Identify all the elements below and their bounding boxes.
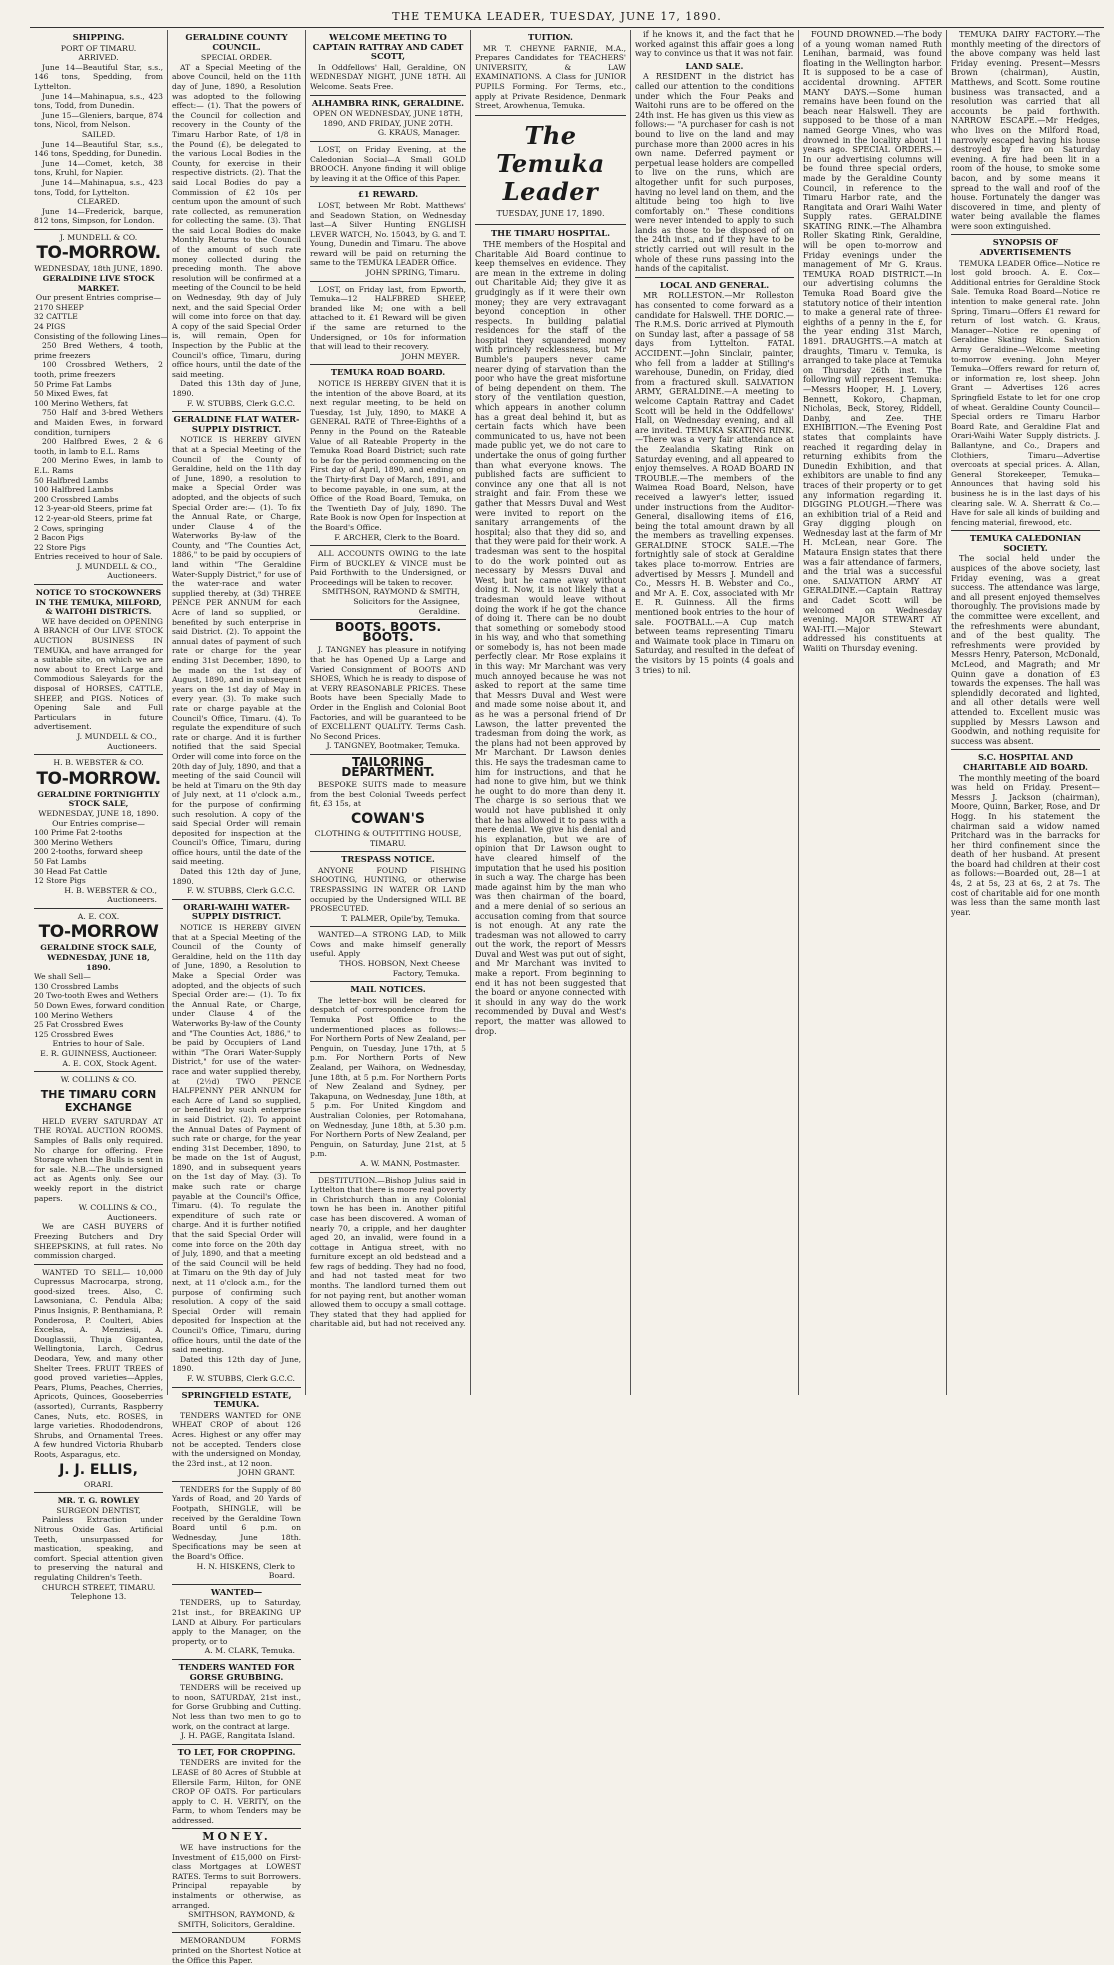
divider	[951, 749, 1100, 750]
ad-title: TRESPASS NOTICE.	[341, 854, 435, 865]
notice-date: Dated this 13th day of June, 1890.	[172, 379, 301, 398]
column-3	[305, 30, 470, 1395]
notice-body: TENDERS WANTED for ONE WHEAT CROP of about 126 Acres. Highest or any offer may not be accepted. Tenders close with the undersigned on Monday, the 23rd inst., at 12 noon.	[172, 1410, 301, 1468]
stock-item: 22 Store Pigs	[34, 542, 86, 552]
divider	[310, 545, 466, 546]
divider	[172, 1387, 301, 1388]
column-1	[30, 30, 169, 1602]
ad-body: MR T. CHEYNE FARNIE, M.A., Prepares Candidates for TEACHERS' UNIVERSITY, & LAW EXAMINATIONS. A Class for JUNIOR PUPILS Forming. For Terms, etc., apply at Private Residence, Denmark Street, Arowhenua, Temuka.	[475, 43, 626, 111]
notice-title: SPRINGFIELD ESTATE, TEMUKA.	[181, 1389, 292, 1410]
sailed-line: June 14—Mahinapua, s.s., 423 tons, Todd, for Lyttelton.	[34, 177, 163, 197]
notice-body: MEMORANDUM FORMS printed on the Shortest Notice at the Office this Paper.	[172, 1936, 301, 1965]
notice-date: Dated this 12th day of June, 1890.	[172, 1354, 301, 1374]
ad-signature: THOS. HOBSON, Next Cheese Factory, Temuka.	[339, 959, 460, 978]
notice-title: MONEY.	[202, 1830, 271, 1844]
ad-body: In Oddfellows' Hall, Geraldine, ON WEDNESDAY NIGHT, JUNE 18TH. All Welcome. Seats Free.	[310, 62, 466, 91]
notice-signature: H. N. HISKENS, Clerk to Board.	[196, 1561, 295, 1581]
stock-item: 200 Merino Ewes, in lamb to E.L. Rams	[34, 456, 163, 475]
ad-headline: TO-MORROW.	[36, 768, 161, 789]
stock-item: 200 Halfbred Ewes, 2 & 6 tooth, in lamb to E.L. Rams	[34, 437, 163, 456]
stock-item: 100 Merino Wethers	[34, 1010, 113, 1020]
ad-signature: JOHN MEYER.	[401, 351, 460, 361]
stock-item: 20 Two-tooth Ewes and Wethers	[34, 991, 159, 1001]
article-title: S.C. HOSPITAL AND CHARITABLE AID BOARD.	[963, 752, 1088, 772]
article-title: THE TIMARU HOSPITAL.	[490, 228, 611, 239]
article-body: The social held under the auspices of the above society, last Friday evening, was a great success. The attendance was large, and all present enjoyed themselves thoroughly. The provisions made by the committee were excellent, and the refreshments were abundant, and of the best quality. The refreshments were provided by Messrs Henry, Paterson, McDonald, McLeod, and Magrath; and Mr Quinn gave a donation of £3 towards the expenses. The hall was splendidly decorated and lighted, and all other details were well attended to. Excellent music was supplied by Messrs Lawson and Goodwin, and nothing requisite for success was absent.	[951, 553, 1100, 746]
ad-firm: J. MUNDELL & CO.	[59, 232, 138, 242]
notice-date: Dated this 12th day of June, 1890.	[172, 867, 301, 886]
divider	[310, 1172, 466, 1173]
ad-headline: TAILORING DEPARTMENT.	[341, 754, 435, 779]
divider	[310, 186, 466, 187]
stock-item: 50 Mixed Ewes, fat	[34, 389, 108, 399]
column-7	[946, 30, 1104, 1395]
stock-item: 2 Cows, springing	[34, 523, 104, 533]
notice-body: WE have instructions for the Investment of £15,000 on First-class Mortgages at LOWEST RATES. Terms to suit Borrowers. Principal repayable by instalments or otherwise, as arranged.	[172, 1843, 301, 1910]
ad-body: Painless Extraction under Nitrous Oxide Gas. Artificial Teeth, unsurpassed for mastication, speaking, and comfort. Special attention given to preserving the natural and regulating Children's Teeth.	[34, 1515, 163, 1582]
notice-body: TENDERS are invited for the LEASE of 80 Acres of Stubble at Ellersile Farm, Hilton, for ONE CROP OF OATS. For particulars apply to C. H. VERITY, on the Farm, to whom Tenders may be addressed.	[172, 1758, 301, 1825]
notice-body: WE have decided on OPENING A BRANCH of Our LIVE STOCK AUCTION BUSINESS IN TEMUKA, and have arranged for a suitable site, on which we are now about to Erect Large and Commodious Saleyards for the disposal of HORSES, CATTLE, SHEEP, and PIGS. Notices of Opening Sale and Full Particulars in future advertisement.	[34, 616, 163, 732]
ad-close: Entries received to hour of Sale.	[34, 552, 163, 562]
article-body: if he knows it, and the fact that he worked against this affair goes a long way to convince us that it was not fair.	[635, 29, 794, 59]
article-body: MR ROLLESTON.—Mr Rolleston has consented to come forward as a candidate for Halswell. THE DORIC.—The R.M.S. Doric arrived at Plymouth on Sunday last, after a passage of 58 days from Lyttelton. FATAL ACCIDENT.—John Sinclair, painter, who fell from a ladder at Stilling's warehouse, Dunedin, on Friday, died from a fractured skull. SALVATION ARMY, GERALDINE.—A meeting to welcome Captain Rattray and Cadet Scott will be held in the Oddfellows' Hall, on Wednesday evening, and all are invited. TEMUKA SKATING RINK.—There was a very fair attendance at the Zealandia Skating Rink on Saturday evening, and all appeared to enjoy themselves. A ROAD BOARD IN TROUBLE.—The members of the Waimea Road Board, Nelson, have received a lawyer's letter, issued under instructions from the Auditor-General, disallowing items of £16, being the total amount drawn by all the members as travelling expenses. GERALDINE STOCK SALE.—The fortnightly sale of stock at Geraldine takes place to-morrow. Entries are advertised by Messrs J. Mundell and Co., Messrs H. B. Webster and Co., and Mr A. E. Cox, associated with Mr E. R. Guinness. All the firms mentioned book entries to the hour of sale. FOOTBALL.—A Cup match between teams representing Timaru and Waimate took place in Timaru on Saturday, and resulted in the defeat of the visitors by 15 points (4 goals and 3 tries) to nil.	[635, 290, 794, 675]
notice-body: NOTICE IS HEREBY GIVEN that at a Special Meeting of the Council of the County of Geraldine, held on the 11th day of June, 1890, a Resolution to Make a Special Order was adopted, and the objects of such Special Order are:— (1). To fix the Annual Rate, or Charge, under Clause 4 of the Waterworks By-law of the County and "The Counties Act, 1886," to be paid by Occupiers of Land within "The Orari Water-Supply District," for use of the water-race and water supplied thereby, at (2½d) TWO PENCE HALFPENNY PER ANNUM for each Acre of Land so supplied, or benefited by such enterprise in said District. (2). To appoint the Annual Dates of Payment of such rate or charge, for the year ending 31st December, 1890, to be made on the 1st of August, 1890, and in subsequent years on the 1st day of May. (3). To make such rate or charge payable at the Council's Office, Timaru. (4). To regulate the expenditure of such rate or charge. And it is further notified that the said Special Order will come into force on the 20th day of July, 1890, and that a meeting of the said Council will be held at Timaru on the 9th day of July next, at 11 o'clock a.m., for the purpose of confirming such resolution. A copy of the said Special Order will remain deposited for Inspection at the Council's Office, Timaru, during office hours, until the date of the said meeting.	[172, 923, 301, 1355]
ad-signature: J. MUNDELL & CO., Auctioneers.	[77, 561, 157, 581]
ad-subtitle: CLOTHING & OUTFITTING HOUSE, TIMARU.	[314, 828, 462, 848]
notice-body: TENDERS will be received up to noon, SATURDAY, 21st inst., for Gorse Grubbing and Cutting. Not less than two men to go to work, on the contract at large.	[172, 1683, 301, 1731]
notice-title: WANTED—	[210, 1586, 263, 1597]
ad-body: ALL ACCOUNTS OWING to the late Firm of BUCKLEY & VINCE must be Paid Forthwith to the Undersigned, or Proceedings will be taken to recover.	[310, 549, 466, 587]
article-body: FOUND DROWNED.—The body of a young woman named Ruth Lenihan, barmaid, was found floating in the Wellington harbor. It is supposed to be a case of accidental drowning. AFTER MANY DAYS.—Some human remains have been found on the beach near Halswell. They are supposed to be those of a man named George Vines, who was drowned in the locality about 11 years ago. SPECIAL ORDERS.—In our advertising columns will be found three special orders, made by the Geraldine County Council, in reference to the Timaru Harbor rate, and the Rangitata and Orari Waihi Water Supply rates. GERALDINE SKATING RINK.—The Alhambra Roller Skating Rink, Geraldine, will be open to-morrow and Friday evenings under the management of Mr G. Kraus. TEMUKA ROAD DISTRICT.—In our advertising columns the Temuka Road Board give the statutory notice of their intention to make a general rate of three-eighths of a penny in the £, for the year ending 31st March, 1891. DRAUGHTS.—A match at draughts, Timaru v. Temuka, is arranged to take place at Temuka on Thursday 26th inst. The following will represent Temuka:—Messrs Hooper, H. J. Lovery, Bennett, Kokoro, Chapman, Nicholas, Beck, Storey, Riddell, Danby, and Zee. THE EXHIBITION.—The Evening Post states that complaints have reached it regarding delay in returning exhibits from the Dunedin Exhibition, and that exhibitors are unable to find any traces of their property or to get any information regarding it. DIGGING PLOUGH.—There was an exhibition trial of a Reid and Gray digging plough on Wednesday last at the farm of Mr H. McLean, near Gore. The Mataura Ensign states that there was a fair attendance of farmers, and the trial was a successful one. SALVATION ARMY AT GERALDINE.—Captain Rattray and Cadet Scott will be welcomed on Wednesday evening. MAJOR STEWART AT WAI-ITI.—Major Stewart addressed his constituents at Waiiti on Thursday evening.	[803, 29, 942, 653]
arrived-line: June 15—Gleniers, barque, 874 tons, Nicol, from Nelson.	[34, 110, 163, 130]
ad-body: ANYONE FOUND FISHING SHOOTING, HUNTING, or otherwise TRESPASSING IN WATER OR LAND occupied by the Undersigned WILL BE PROSECUTED.	[310, 865, 466, 914]
ad-entries: Our Entries comprise—	[52, 818, 145, 828]
article-title: LOCAL AND GENERAL.	[659, 279, 770, 290]
notice-title: GERALDINE COUNTY COUNCIL.	[185, 32, 288, 52]
stock-item: 125 Crossbred Ewes	[34, 1029, 114, 1039]
article-body: TEMUKA DAIRY FACTORY.—The monthly meeting of the directors of the above company was held last Friday evening. Present—Messrs Brown (chairman), Austin, Matthews, and Scott. Some routine business was transacted, and a resolution was carried that all accounts be paid forthwith. NARROW ESCAPE.—Mr Hedges, who lives on the Milford Road, narrowly escaped having his house destroyed by fire on Saturday evening. A fire had been lit in a room of the house, to smoke some bacon, and by some means it spread to the wall and roof of the house. Fortunately the danger was discovered in time, and plenty of water being available the flames were soon extinguished.	[951, 29, 1100, 231]
ad-body: We are CASH BUYERS of Freezing Butchers and Dry SHEEPSKINS, at full rates. No commission charged.	[34, 1222, 163, 1261]
ad-body: NOTICE IS HEREBY GIVEN that it is the intention of the above Board, at its next regular meeting, to be held on Tuesday, 1st July, 1890, to MAKE A GENERAL RATE of Three-Eighths of a Penny in the Pound on the Rateable Value of all Rateable Property in the Temuka Road Board District; such rate to be for the period commencing on the First day of April, 1890, and ending on the Thirty-first Day of March, 1891, and to become payable, in one sum, at the Office of the Road Board, Temuka, on the Twentieth Day of July, 1890. The Rate Book is now Open for Inspection at the Board's Office.	[310, 379, 466, 532]
stock-item: 12 Store Pigs	[34, 876, 86, 886]
nameplate-box	[475, 115, 626, 226]
divider	[310, 95, 466, 96]
stock-item: 50 Halfbred Lambs	[34, 475, 109, 485]
notice-subtitle: SPECIAL ORDER.	[200, 53, 273, 63]
article-body: THE members of the Hospital and Charitable Aid Board continue to keep themselves en evidence. They are mean in the extreme in doling out Charitable Aid; they give it as grudgingly as if it were their own money; they are very extravagant beyond conception in other respects. In building palatial residences for the staff of the hospital they squandered money with princely recklessness, but Mr Bumble's paupers never came nearer dying of starvation than the poor who have the great misfortune of being dependent on them. The story of the ventilation question, which appears in another column has a great deal behind it, but as certain facts which have been communicated to us, have not been made public yet, we do not care to undertake the onus of going further than what everyone knows. The published facts are sufficient to convince any one that all is not straight and fair. From these we gather that Messrs Duval and West were invited to report on the sanitary arrangements of the hospital; also that they did so, and that they were paid for their work. A tradesman was sent to the hospital to do the work pointed out as necessary by Messrs Duval and West, but he came away without doing it. Now, it is not likely that a tradesman would leave without doing the work if he got the chance of doing it. There can be no doubt that something or somebody stood in his way, and who that something or somebody is, has not been made perfectly clear. Mr Rose explains it in this way: Mr Marchant was very much annoyed because he was not asked to report at the same time that Messrs Duval and West were and made some noise about it, and as he was a personal friend of Dr Lawson, the latter prevented the tradesman from doing the work, as the plans had not been approved by Mr Marchant. Dr Lawson denies this. He says the tradesman came to him for instructions, and that he had none to give him, but we think he ought to do more than deny it. The charge is so serious that we would not have published it only that he has allowed it to pass with a mere denial. We give his denial and his explanation, but we are of opinion that Dr Lawson ought to have cleared himself of the imputation that he used his position in such a way. The charge has been made against him by the man who was then chairman of the board, and a mere denial of so serious an accusation coming from that source is not enough. At any rate the tradesman was not allowed to carry out the work, the report of Messrs Duval and West was put out of sight, and Mr Marchant was invited to make a report. From beginning to end it has not been suggested that the board or anyone connected with it should in any way do the work recommended by Duval and West's report, the matter was allowed to drop.	[475, 238, 626, 1036]
divider	[34, 1264, 163, 1265]
stock-item: 32 CATTLE	[34, 312, 78, 322]
ad-market: GERALDINE FORTNIGHTLY STOCK SALE,	[37, 789, 160, 809]
stock-item: 200 2-tooths, forward sheep	[34, 847, 143, 857]
notice-signature: JOHN GRANT.	[238, 1468, 295, 1478]
cleared-heading: CLEARED.	[77, 197, 120, 207]
nameplate: The Temuka Leader	[496, 120, 605, 206]
divider	[310, 926, 466, 927]
arrived-line: June 14—Mahinapua, s.s., 423 tons, Todd, from Dunedin.	[34, 91, 163, 111]
divider	[172, 1659, 301, 1660]
stock-item: 12 3-year-old Steers, prime fat	[34, 504, 153, 514]
notice-title: ORARI-WAIHI WATER-SUPPLY DISTRICT.	[183, 901, 290, 922]
sailed-heading: SAILED.	[81, 129, 116, 139]
stock-item: 2170 SHEEP	[34, 302, 84, 312]
ad-signature: JOHN SPRING, Timaru.	[366, 268, 460, 278]
article-title: LAND SALE.	[685, 60, 744, 71]
notice-body: TENDERS for the Supply of 80 Yards of Road, and 20 Yards of Footpath, SHINGLE, will be received by the Geraldine Town Board until 6 p.m. on Wednesday, June 18th. Specifications may be seen at the Board's Office.	[172, 1484, 301, 1562]
notice-signature: A. M. CLARK, Temuka.	[204, 1646, 295, 1656]
ad-headline: J. J. ELLIS,	[59, 1461, 138, 1478]
notice-body: TENDERS, up to Saturday, 21st inst., for BREAKING UP LAND at Albury. For particulars apply to the Manager, on the property, or to	[172, 1598, 301, 1646]
divider	[172, 1744, 301, 1745]
divider	[310, 364, 466, 365]
ad-place: ORARI.	[83, 1479, 114, 1489]
ad-title: £1 REWARD.	[357, 189, 419, 200]
article-body: A RESIDENT in the district has called our attention to the conditions under which the Four Peaks and Waitohi runs are to be offered on the 24th inst. He has given us this view as follows:— "A purchaser for cash is not bound to live on the land and may purchase more than 2000 acres in his own name. Deferred payment or perpetual lease holders are compelled to live on the runs, which are altogether unfit for such purposes, having no level land on them, and the altitude being too high to live comfortably on." These conditions were never intended to apply to such lands as those to be disposed of on the 24th inst., and if they have to be strictly carried out will result in the whole of these runs passing into the hands of the capitalist.	[635, 71, 794, 274]
divider	[172, 1481, 301, 1482]
divider	[951, 234, 1100, 235]
ad-signature: E. R. GUINNESS, Auctioneer. A. E. COX, Stock Agent.	[40, 1049, 157, 1068]
top-rule	[30, 27, 1104, 28]
column-5	[630, 30, 798, 1395]
ad-signature: H. B. WEBSTER & CO., Auctioneers.	[64, 885, 157, 905]
divider	[172, 899, 301, 900]
stock-item: 25 Fat Crossbred Ewes	[34, 1020, 124, 1030]
ad-market: GERALDINE LIVE STOCK MARKET.	[42, 274, 155, 293]
ad-entries: Our present Entries comprise—	[35, 293, 162, 303]
notice-signature: SMITHSON, RAYMOND, & SMITH, Solicitors, Geraldine.	[177, 1910, 295, 1929]
stock-item: 50 Prime Fat Lambs	[34, 379, 112, 389]
divider	[635, 277, 794, 278]
ad-title: TEMUKA ROAD BOARD.	[330, 367, 446, 378]
notice-signature: F. W. STUBBS, Clerk G.C.C.	[186, 1373, 295, 1383]
ad-firm: A. E. COX.	[77, 911, 120, 921]
ad-body: OPEN ON WEDNESDAY, JUNE 18TH, 1890, AND FRIDAY, JUNE 20TH.	[313, 109, 463, 128]
stock-item: 100 Halfbred Lambs	[34, 485, 114, 495]
ad-body: LOST, between Mr Robt. Matthews' and Seadown Station, on Wednesday last—A Silver Hunting ENGLISH LEVER WATCH, No. 15043, by G. and T. Young, Dunedin and Timaru. The above reward will be paid on returning the same to the TEMUKA LEADER Office.	[310, 200, 466, 268]
ad-address: CHURCH STREET, TIMARU.	[41, 1582, 156, 1592]
divider	[310, 851, 466, 852]
cleared-line: June 14—Frederick, barque, 812 tons, Simpson, for London.	[34, 206, 163, 226]
ad-date: WEDNESDAY, 18th JUNE, 1890.	[34, 264, 163, 274]
article-title: SYNOPSIS OF ADVERTISEMENTS	[979, 237, 1072, 258]
arrived-line: June 14—Beautiful Star, s.s., 146 tons, Spedding, from Lyttelton.	[34, 62, 163, 91]
ad-body: BESPOKE SUITS made to measure from the best Colonial Tweeds perfect fit, £3 15s, at	[310, 780, 466, 809]
notice-title: NOTICE TO STOCKOWNERS IN THE TEMUKA, MILFORD, & WAITOHI DISTRICTS.	[35, 588, 162, 617]
divider	[310, 141, 466, 142]
divider	[172, 411, 301, 412]
ad-body: The letter-box will be cleared for despatch of correspondence from the Temuka Post Office to the undermentioned places as follows:— For Northern Ports of New Zealand, per Penguin, on Tuesday, June 17th, at 5 p.m. For Northern Ports of New Zealand, per Waihora, on Wednesday, June 18th, at 5 p.m. For Northern Ports of New Zealand and Sydney, per Takapuna, on Wednesday, June 18th, at 5 p.m. For United Kingdom and Australian Colonies, per Rotomahana, on Wednesday, June 18th, at 5.30 p.m. For Northern Ports of New Zealand, per Penguin, on Saturday, June 21st, at 5 p.m.	[310, 995, 466, 1159]
ad-firm: W. COLLINS & CO.	[60, 1075, 137, 1085]
divider	[310, 281, 466, 282]
column-6	[798, 30, 946, 1395]
article-body: DESTITUTION.—Bishop Julius said in Lyttelton that there is more real poverty in Christchurch than in any Colonial town he has been in. Another pitiful case has been discovered. A woman of nearly 70, a cripple, and her daughter aged 20, an invalid, were found in a cottage in Antigua street, with no furniture except an old bedstead and a few rags of bedding. They had no food, and had not tasted meat for two months. The landlord turned them out for not paying rent, but another woman allowed them to occupy a small cottage. They stated that they had applied for charitable aid, but had not received any.	[310, 1175, 466, 1329]
divider	[310, 981, 466, 982]
ad-body: WANTED—A STRONG LAD, to Milk Cows and make himself generally useful. Apply	[310, 930, 466, 959]
ad-body: LOST, on Friday Evening, at the Caledonian Social—A Small GOLD BROOCH. Anyone finding it will oblige by leaving it at the Office of this Paper.	[310, 144, 466, 183]
ad-title: ALHAMBRA RINK, GERALDINE.	[311, 97, 465, 108]
stock-item: 100 Crossbred Wethers, 2 tooth, prime freezers	[34, 360, 163, 379]
ad-body: LOST, on Friday last, from Epworth, Temuka—12 HALFBRED SHEEP, branded like M; one with a bell attached to it. £1 Reward will be given if the same are returned to the Undersigned, or 10s for information that will lead to their recovery.	[310, 284, 466, 352]
divider	[34, 754, 163, 755]
divider	[34, 229, 163, 230]
stock-list	[34, 302, 169, 552]
stock-item: 50 Down Ewes, forward condition	[34, 1001, 165, 1011]
shipping-title: SHIPPING.	[72, 32, 125, 42]
ad-title: TUITION.	[528, 32, 573, 42]
ad-signature: J. TANGNEY, Bootmaker, Temuka.	[326, 741, 460, 751]
stock-item: 250 Bred Wethers, 4 tooth, prime freezers	[34, 341, 163, 360]
ad-market: GERALDINE STOCK SALE, WEDNESDAY, JUNE 18, 1890.	[40, 943, 157, 972]
stock-item: 750 Half and 3-bred Wethers and Maiden Ewes, in forward condition, turnipers	[34, 408, 163, 437]
stock-item: 200 Crossbred Lambs	[34, 494, 119, 504]
divider	[34, 908, 163, 909]
ad-title: SURGEON DENTIST,	[56, 1505, 141, 1515]
ad-body: J. TANGNEY has pleasure in notifying that he has Opened Up a Large and Varied Consignment of BOOTS AND SHOES, Which he is ready to dispose of at VERY REASONABLE PRICES. These Boots have been Specially Made to Order in the English and Colonial Boot Factories, and will be guaranteed to be of EXCELLENT QUALITY. Terms Cash. No Second Prices.	[310, 645, 466, 741]
stock-item: 30 Head Fat Cattle	[34, 866, 108, 876]
port-heading: PORT OF TIMARU.	[60, 43, 137, 53]
divider	[172, 1828, 301, 1829]
article-title: TEMUKA CALEDONIAN SOCIETY.	[969, 533, 1082, 553]
divider	[34, 584, 163, 585]
stock-item: We shall Sell—	[34, 972, 91, 982]
notice-signature: F. W. STUBBS, Clerk G.C.C.	[186, 398, 295, 408]
article-body: TEMUKA LEADER Office—Notice re lost gold brooch. A. E. Cox—Additional entries for Geraldine Stock Sale. Temuka Road Board—Notice re intention to make general rate. John Spring, Timaru—Offers £1 reward for return of lost watch. G. Kraus, Manager—Notice re opening of Geraldine Skating Rink. Salvation Army Geraldine—Welcome meeting to-morrow evening. John Meyer Temuka—Offers reward for return of, or information re, lost sheep. John Grant — Advertises 126 acres Springfield Estate to let for one crop of wheat. Geraldine County Council—Special orders re Timaru Harbor Board Rate, and Geraldine Flat and Orari-Waihi Water Supply districts. J. Ballantyne, and Co., Drapers and Clothiers, Timaru—Advertise overcoats at special prices. A. Allan, General Storekeeper, Temuka—Announces that having sold his business he is in the last days of his clearing sale. W. A. Sherratt & Co.—Have for sale all kinds of building and fencing material, firewood, etc.	[951, 258, 1100, 527]
notice-signature: J. H. PAGE, Rangitata Island.	[180, 1731, 295, 1741]
ad-signature: F. ARCHER, Clerk to the Board.	[334, 532, 460, 542]
stock-item: 100 Merino Wethers, fat	[34, 398, 128, 408]
column-4	[470, 30, 630, 1395]
stock-item: Consisting of the following Lines—	[34, 331, 169, 341]
ad-date: WEDNESDAY, JUNE 18, 1890.	[38, 808, 159, 818]
ad-signature: SMITHSON, RAYMOND & SMITH, Solicitors for the Assignee, Geraldine.	[322, 587, 460, 616]
ad-close: Entries to hour of Sale.	[52, 1039, 145, 1049]
ad-signature: A. W. MANN, Postmaster.	[360, 1158, 460, 1168]
sailed-line: June 14—Comet, ketch, 38 tons, Kruhl, for Napier.	[34, 158, 163, 178]
ad-firm: COWAN'S	[351, 810, 425, 827]
masthead: THE TEMUKA LEADER, TUESDAY, JUNE 17, 1890.	[392, 10, 722, 23]
notice-signature: J. MUNDELL & CO., Auctioneers.	[77, 731, 157, 751]
ad-signature: W. COLLINS & CO., Auctioneers.	[78, 1203, 157, 1222]
arrived-heading: ARRIVED.	[78, 53, 119, 63]
stock-item: 300 Merino Wethers	[34, 837, 113, 847]
ad-firm: H. B. WEBSTER & CO.	[53, 758, 144, 768]
notice-body: NOTICE IS HEREBY GIVEN that at a Special Meeting of the Council of the County of Geraldine, held on the 11th day of June, 1890, a resolution to make a Special Order was adopted, and the objects of such Special Order are:— (1). To fix the Annual Rate, or Charge, under Clause 4 of the Waterworks By-law of the County, and "The Counties Act, 1886," to be paid by occupiers of land within "The Geraldine Water-Supply District," for use of the water-race and water supplied thereby, at (3d) THREE PENCE PER ANNUM for each Acre of land so supplied, or benefited by such enterprise in said District. (2). To appoint the annual dates of payment of such rate or charge for the year ending 31st December, 1890, to be made on the 1st day of August, 1890, and in subsequent years on the 1st day of May in every year. (3). To make such rate or charge payable at the Council's Office, Timaru. (4). To regulate the expenditure of such rate or charge. And it is further notified that the said Special Order will come into force on the 20th day of July, 1890, and that a meeting of the said Council will be held at Timaru on the 9th day of July next, at 11 o'clock a.m., for the purpose of confirming such resolution. A copy of the said Special Order will remain deposited for inspection at the Council's Office, Timaru, during office hours, until the date of the said meeting.	[172, 435, 301, 867]
stock-item: 130 Crossbred Lambs	[34, 981, 119, 991]
ad-title: WELCOME MEETING TO CAPTAIN RATTRAY AND CADET SCOTT,	[312, 32, 464, 62]
ad-headline: TO-MORROW	[38, 922, 159, 943]
column-2	[167, 30, 305, 1965]
stock-item: 2 Bacon Pigs	[34, 533, 84, 543]
divider	[172, 1932, 301, 1933]
ad-headline: TO-MORROW.	[36, 243, 161, 264]
ad-name: MR. T. G. ROWLEY	[57, 1496, 140, 1506]
stock-item: 100 Prime Fat 2-tooths	[34, 828, 123, 838]
notice-title: TENDERS WANTED FOR GORSE GRUBBING.	[178, 1661, 295, 1682]
notice-signature: F. W. STUBBS, Clerk G.C.C.	[186, 886, 295, 896]
ad-title: MAIL NOTICES.	[350, 984, 426, 995]
stock-item: 24 PIGS	[34, 322, 66, 332]
ad-body: HELD EVERY SATURDAY AT THE ROYAL AUCTION ROOMS. Samples of Balls only required. No charge for offering. Free Storage when the Bulls is sent in for sale. N.B.—The undersigned act as Agents only. See our weekly report in the district papers.	[34, 1116, 163, 1203]
notice-title: TO LET, FOR CROPPING.	[177, 1746, 296, 1757]
ad-signature: T. PALMER, Opile'by, Temuka.	[341, 913, 460, 923]
notice-title: GERALDINE FLAT WATER-SUPPLY DISTRICT.	[173, 414, 300, 434]
ad-headline: BOOTS. BOOTS. BOOTS.	[334, 620, 442, 644]
article-body: The monthly meeting of the board was held on Friday. Present—Messrs J. Jackson (chairman), Moore, Quinn, Barker, Rose, and Dr Hogg. In his statement the chairman said a widow named Pritchard was in the barracks for her third confinement since the death of her husband. At present the board had children at their cost as follows:—Boarded out, 28—1 at 4s, 2 at 5s, 23 at 6s, 2 at 7s. The cost of charitable aid for one month was less than the same month last year.	[951, 772, 1100, 917]
divider	[951, 530, 1100, 531]
divider	[34, 1071, 163, 1072]
stock-item: 12 2-year-old Steers, prime fat	[34, 513, 153, 523]
ad-signature: G. KRAUS, Manager.	[377, 128, 460, 138]
notice-body: AT a Special Meeting of the above Council, held on the 11th day of June, 1890, a Resolution was adopted to the following effect:— (1). That the powers of the Council for collection and recovery in the County of the Timaru Harbor Rate, of 1/8 in the Pound (£), be delegated to the various Local Bodies in the County, for exercise in their respective districts. (2). That the said Local Bodies do pay a Commission of £2 10s per centum upon the amount of such rate collected, as remuneration for collecting the same. (3). That the said Local Bodies do make Monthly Returns to the Council of the amount of such rate money collected during the preceding month. The above resolution will be confirmed at a meeting of the Council to be held on Wednesday, 9th day of July next, and the said Special Order will come into force on that day. A copy of the said Special Order is, will remain, Open for Inspection by the Public at the Council's office, Timaru, during office hours, until the date of the said meeting.	[172, 62, 301, 379]
ad-headline: THE TIMARU CORN EXCHANGE	[40, 1087, 157, 1114]
ad-telephone: Telephone 13.	[70, 1592, 127, 1602]
divider	[172, 1584, 301, 1585]
divider	[34, 1492, 163, 1493]
ad-body: WANTED TO SELL— 10,000 Cupressus Macrocarpa, strong, good-sized trees. Also, C. Lawsoniana, C. Pendula Alba; Pinus Insignis, P. Benthamiana, P. Ponderosa, P. Coulteri, Abies Excelsa, A. Menziesii, A. Douglassii, Thuja Gigantea, Wellingtonia, Larch, Cedrus Deodara, Yew, and many other Shelter Trees. FRUIT TREES of good proved varieties—Apples, Pears, Plums, Peaches, Cherries, Apricots, Quinces, Gooseberries (assorted), Currants, Raspberry Canes, Nuts, etc. ROSES, in large varieties. Rhododendrons, Shrubs, and Ornamental Trees. A few hundred Victoria Rhubarb Roots, Asparagus, etc.	[34, 1267, 163, 1459]
sailed-line: June 14—Beautiful Star, s.s., 146 tons, Spedding, for Dunedin.	[34, 139, 163, 159]
issue-date: TUESDAY, JUNE 17, 1890.	[496, 208, 605, 218]
stock-item: 50 Fat Lambs	[34, 856, 87, 866]
